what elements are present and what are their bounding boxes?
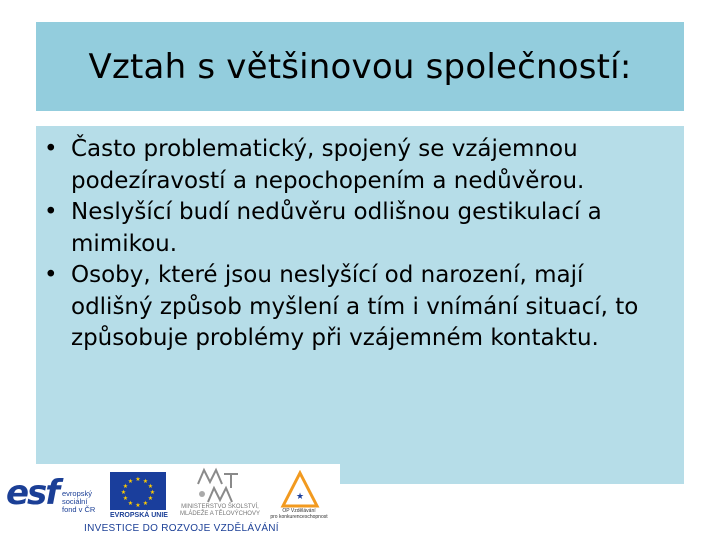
title-box xyxy=(36,22,684,111)
svg-text:★: ★ xyxy=(122,483,129,490)
esf-caption-line: fond v ČR xyxy=(62,505,96,514)
svg-text:★: ★ xyxy=(142,500,149,507)
op-caption xyxy=(262,508,336,520)
op-caption-line: OP Vzdělávání xyxy=(282,508,316,514)
svg-text:★: ★ xyxy=(127,478,134,485)
svg-text:★: ★ xyxy=(122,495,129,502)
investment-tagline: INVESTICE DO ROZVOJE VZDĚLÁVÁNÍ xyxy=(84,523,279,534)
esf-caption xyxy=(62,490,110,514)
svg-text:★: ★ xyxy=(295,492,305,502)
content-box xyxy=(36,126,684,484)
svg-text:★: ★ xyxy=(135,502,141,509)
bullet-icon: • xyxy=(44,199,58,225)
svg-text:★: ★ xyxy=(147,483,154,490)
bullet-text: Neslyšící budí nedůvěru odlišnou gestikulací a mimikou. xyxy=(71,199,602,257)
svg-text:★: ★ xyxy=(135,476,141,483)
bullet-text: Osoby, které jsou neslyšící od narození, mají odlišný způsob myšlení a tím i vnímání situací, to způsobuje problémy při vzájemném kontaktu. xyxy=(71,262,639,351)
bullet-icon: • xyxy=(44,136,58,162)
esf-caption-line: sociální xyxy=(62,497,88,506)
slide-title: Vztah s většinovou společností: xyxy=(88,46,632,87)
msmt-caption xyxy=(168,504,272,518)
svg-text:★: ★ xyxy=(127,500,134,507)
bullet-icon: • xyxy=(44,262,58,288)
svg-text:★: ★ xyxy=(120,489,127,496)
op-caption-line: pro konkurenceschopnost xyxy=(270,514,328,520)
bullet-list xyxy=(36,126,684,355)
msmt-caption-line: MLÁDEŽE A TĚLOVÝCHOVY xyxy=(180,511,260,517)
eu-flag-icon xyxy=(110,472,166,510)
op-logo-icon xyxy=(280,470,320,510)
svg-text:★: ★ xyxy=(142,478,149,485)
esf-caption-line: evropský xyxy=(62,489,93,498)
svg-text:★: ★ xyxy=(147,495,154,502)
esf-logo: esf xyxy=(6,473,59,513)
svg-text:★: ★ xyxy=(149,489,156,496)
eu-caption: EVROPSKÁ UNIE xyxy=(110,512,168,519)
msmt-caption-line: MINISTERSTVO ŠKOLSTVÍ, xyxy=(181,504,259,510)
bullet-item xyxy=(36,197,664,260)
bullet-text: Často problematický, spojený se vzájemnou podezíravostí a nepochopením a nedůvěrou. xyxy=(71,136,585,194)
bullet-item xyxy=(36,260,664,355)
bullet-item xyxy=(36,134,664,197)
msmt-logo-icon xyxy=(194,466,242,506)
